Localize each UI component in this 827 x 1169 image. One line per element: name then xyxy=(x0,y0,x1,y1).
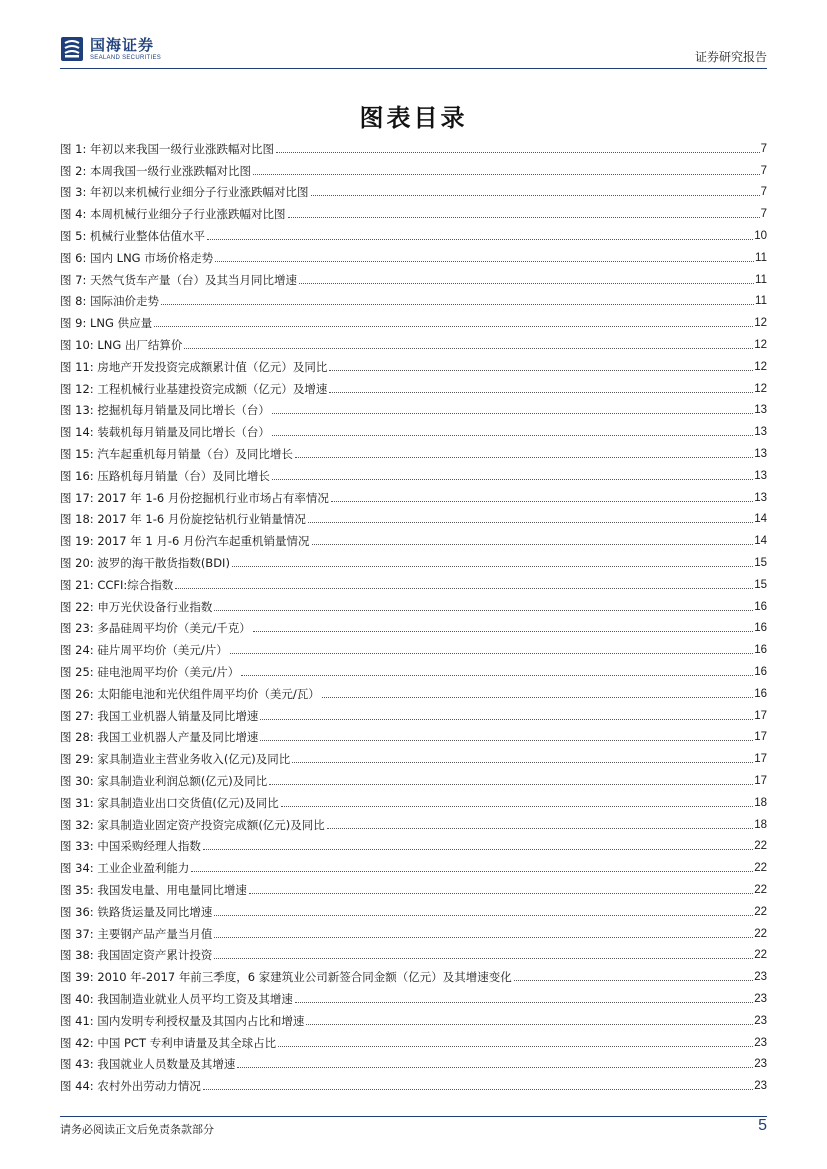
toc-entry-page: 14 xyxy=(754,513,767,526)
toc-entry-label: 图 16: 压路机每月销量（台）及同比增长 xyxy=(60,468,270,483)
toc-entry-page: 23 xyxy=(754,992,767,1005)
toc-entry-label: 图 25: 硅电池周平均价（美元/片） xyxy=(60,665,240,680)
toc-entry[interactable] xyxy=(60,182,767,204)
toc-entry-label: 图 40: 我国制造业就业人员平均工资及其增速 xyxy=(60,991,293,1006)
toc-entry-label: 图 26: 太阳能电池和光伏组件周平均价（美元/瓦） xyxy=(60,686,320,701)
toc-entry[interactable] xyxy=(60,727,767,749)
toc-entry-page: 15 xyxy=(754,578,767,591)
toc-leader-dots xyxy=(327,827,753,829)
toc-entry-page: 23 xyxy=(754,1014,767,1027)
toc-leader-dots xyxy=(215,260,754,262)
toc-leader-dots xyxy=(299,282,754,284)
toc-entry[interactable] xyxy=(60,269,767,291)
document-type: 证券研究报告 xyxy=(694,50,767,64)
toc-leader-dots xyxy=(272,412,753,414)
toc-entry[interactable] xyxy=(60,421,767,443)
toc-entry[interactable] xyxy=(60,683,767,705)
toc-entry[interactable] xyxy=(60,901,767,923)
toc-entry-page: 16 xyxy=(754,622,767,635)
toc-entry-label: 图 1: 年初以来我国一级行业涨跌幅对比图 xyxy=(60,141,275,156)
toc-entry-label: 图 29: 家具制造业主营业务收入(亿元)及同比 xyxy=(60,752,291,767)
toc-entry-page: 7 xyxy=(760,164,767,177)
logo-name-en: SEALAND SECURITIES xyxy=(90,54,162,61)
toc-entry-page: 18 xyxy=(754,796,767,809)
toc-leader-dots xyxy=(272,434,753,436)
toc-entry[interactable] xyxy=(60,770,767,792)
toc-entry-label: 图 19: 2017 年 1 月-6 月份汽车起重机销量情况 xyxy=(60,534,310,549)
toc-leader-dots xyxy=(329,391,753,393)
toc-entry[interactable] xyxy=(60,291,767,313)
toc-entry-page: 22 xyxy=(754,883,767,896)
toc-entry[interactable] xyxy=(60,661,767,683)
toc-entry[interactable] xyxy=(60,203,767,225)
toc-entry-label: 图 8: 国际油价走势 xyxy=(60,294,160,309)
toc-entry-label: 图 22: 申万光伏设备行业指数 xyxy=(60,599,213,614)
toc-entry-page: 23 xyxy=(754,1080,767,1093)
toc-entry-page: 11 xyxy=(755,295,767,308)
toc-entry-page: 17 xyxy=(754,753,767,766)
toc-entry-page: 12 xyxy=(754,339,767,352)
page-title: 图表目录 xyxy=(359,103,468,132)
toc-entry[interactable] xyxy=(60,792,767,814)
toc-entry-page: 7 xyxy=(760,186,767,199)
company-logo xyxy=(60,36,161,62)
toc-entry[interactable] xyxy=(60,1032,767,1054)
toc-leader-dots xyxy=(203,848,753,850)
toc-entry-page: 14 xyxy=(754,535,767,548)
sealand-logo-icon xyxy=(60,36,84,62)
toc-leader-dots xyxy=(214,914,753,916)
toc-entry[interactable] xyxy=(60,639,767,661)
toc-leader-dots xyxy=(237,1066,753,1068)
toc-entry-page: 11 xyxy=(755,251,767,264)
toc-leader-dots xyxy=(295,456,753,458)
toc-entry[interactable] xyxy=(60,1053,767,1075)
toc-leader-dots xyxy=(253,630,754,632)
toc-entry-label: 图 38: 我国固定资产累计投资 xyxy=(60,948,213,963)
toc-leader-dots xyxy=(281,805,753,807)
toc-entry-label: 图 15: 汽车起重机每月销量（台）及同比增长 xyxy=(60,447,293,462)
toc-entry[interactable] xyxy=(60,334,767,356)
toc-entry[interactable] xyxy=(60,1010,767,1032)
toc-leader-dots xyxy=(306,1023,753,1025)
toc-entry-page: 12 xyxy=(754,317,767,330)
toc-entry-label: 图 39: 2010 年-2017 年前三季度，6 家建筑业公司新签合同金额（亿元）及其增速变化 xyxy=(60,970,512,985)
toc-entry[interactable] xyxy=(60,509,767,531)
toc-entry-page: 13 xyxy=(754,448,767,461)
toc-entry[interactable] xyxy=(60,312,767,334)
toc-entry-label: 图 27: 我国工业机器人销量及同比增速 xyxy=(60,708,259,723)
toc-entry-label: 图 36: 铁路货运量及同比增速 xyxy=(60,904,213,919)
toc-leader-dots xyxy=(214,957,753,959)
toc-entry[interactable] xyxy=(60,923,767,945)
toc-entry[interactable] xyxy=(60,618,767,640)
toc-entry-label: 图 34: 工业企业盈利能力 xyxy=(60,861,190,876)
toc-leader-dots xyxy=(203,1088,753,1090)
toc-entry-label: 图 20: 波罗的海干散货指数(BDI) xyxy=(60,556,230,571)
toc-entry[interactable] xyxy=(60,530,767,552)
toc-leader-dots xyxy=(312,543,754,545)
toc-entry[interactable] xyxy=(60,879,767,901)
toc-entry-label: 图 9: LNG 供应量 xyxy=(60,316,153,331)
toc-leader-dots xyxy=(329,369,753,371)
toc-entry-label: 图 7: 天然气货车产量（台）及其当月同比增速 xyxy=(60,272,297,287)
toc-leader-dots xyxy=(278,1045,753,1047)
toc-entry-page: 17 xyxy=(754,709,767,722)
toc-leader-dots xyxy=(230,652,754,654)
toc-entry-label: 图 44: 农村外出劳动力情况 xyxy=(60,1079,201,1094)
toc-entry[interactable] xyxy=(60,1075,767,1097)
toc-entry-label: 图 11: 房地产开发投资完成额累计值（亿元）及同比 xyxy=(60,359,328,374)
toc-entry-label: 图 12: 工程机械行业基建投资完成额（亿元）及增速 xyxy=(60,381,328,396)
toc-entry-page: 13 xyxy=(754,491,767,504)
toc-entry[interactable] xyxy=(60,160,767,182)
logo-name-cn: 国海证券 xyxy=(90,35,155,54)
toc-entry[interactable] xyxy=(60,138,767,160)
toc-leader-dots xyxy=(260,739,753,741)
toc-entry-label: 图 41: 国内发明专利授权量及其国内占比和增速 xyxy=(60,1013,305,1028)
toc-entry-page: 13 xyxy=(754,426,767,439)
toc-entry[interactable] xyxy=(60,596,767,618)
toc-entry[interactable] xyxy=(60,857,767,879)
table-of-figures xyxy=(60,138,767,1097)
toc-leader-dots xyxy=(191,870,753,872)
toc-entry[interactable] xyxy=(60,552,767,574)
toc-entry-page: 23 xyxy=(754,1058,767,1071)
toc-entry-page: 15 xyxy=(754,557,767,570)
toc-entry-page: 7 xyxy=(760,142,767,155)
toc-entry[interactable] xyxy=(60,748,767,770)
toc-entry-label: 图 24: 硅片周平均价（美元/片） xyxy=(60,643,228,658)
footer-divider xyxy=(60,1116,767,1117)
toc-entry-page: 22 xyxy=(754,949,767,962)
toc-leader-dots xyxy=(232,565,753,567)
toc-leader-dots xyxy=(214,609,753,611)
toc-leader-dots xyxy=(249,892,753,894)
toc-entry-label: 图 13: 挖掘机每月销量及同比增长（台） xyxy=(60,403,270,418)
toc-entry-label: 图 23: 多晶硅周平均价（美元/千克） xyxy=(60,621,251,636)
toc-entry-label: 图 43: 我国就业人员数量及其增速 xyxy=(60,1057,236,1072)
toc-entry-page: 18 xyxy=(754,818,767,831)
toc-entry-label: 图 2: 本周我国一级行业涨跌幅对比图 xyxy=(60,163,252,178)
toc-entry[interactable] xyxy=(60,988,767,1010)
toc-entry-page: 22 xyxy=(754,905,767,918)
toc-entry-page: 16 xyxy=(754,687,767,700)
toc-entry[interactable] xyxy=(60,378,767,400)
toc-leader-dots xyxy=(311,194,760,196)
toc-leader-dots xyxy=(214,936,753,938)
toc-leader-dots xyxy=(184,347,753,349)
toc-entry-label: 图 31: 家具制造业出口交货值(亿元)及同比 xyxy=(60,795,279,810)
toc-entry-label: 图 21: CCFI:综合指数 xyxy=(60,577,174,592)
toc-entry-label: 图 33: 中国采购经理人指数 xyxy=(60,839,201,854)
toc-entry[interactable] xyxy=(60,944,767,966)
toc-leader-dots xyxy=(288,216,760,218)
toc-leader-dots xyxy=(241,674,753,676)
toc-entry-label: 图 18: 2017 年 1-6 月份旋挖钻机行业销量情况 xyxy=(60,512,306,527)
toc-entry-page: 17 xyxy=(754,731,767,744)
toc-entry[interactable] xyxy=(60,574,767,596)
toc-entry[interactable] xyxy=(60,247,767,269)
page-header xyxy=(60,36,767,69)
toc-entry-page: 11 xyxy=(755,273,767,286)
toc-entry-label: 图 3: 年初以来机械行业细分子行业涨跌幅对比图 xyxy=(60,185,309,200)
toc-leader-dots xyxy=(514,979,753,981)
toc-entry[interactable] xyxy=(60,400,767,422)
toc-entry[interactable] xyxy=(60,225,767,247)
toc-leader-dots xyxy=(331,500,753,502)
toc-entry-label: 图 5: 机械行业整体估值水平 xyxy=(60,229,206,244)
toc-entry-page: 16 xyxy=(754,644,767,657)
toc-leader-dots xyxy=(276,151,760,153)
toc-entry[interactable] xyxy=(60,465,767,487)
toc-entry-page: 23 xyxy=(754,1036,767,1049)
toc-leader-dots xyxy=(260,718,753,720)
toc-entry-page: 22 xyxy=(754,862,767,875)
toc-entry-label: 图 10: LNG 出厂结算价 xyxy=(60,338,183,353)
toc-leader-dots xyxy=(269,783,753,785)
toc-leader-dots xyxy=(175,587,753,589)
toc-leader-dots xyxy=(161,303,754,305)
toc-entry-page: 22 xyxy=(754,927,767,940)
toc-leader-dots xyxy=(253,173,760,175)
toc-leader-dots xyxy=(308,521,753,523)
toc-entry-page: 23 xyxy=(754,971,767,984)
toc-entry-label: 图 28: 我国工业机器人产量及同比增速 xyxy=(60,730,259,745)
toc-leader-dots xyxy=(295,1001,753,1003)
toc-entry-label: 图 30: 家具制造业利润总额(亿元)及同比 xyxy=(60,774,268,788)
toc-entry-page: 16 xyxy=(754,666,767,679)
toc-entry-page: 22 xyxy=(754,840,767,853)
toc-entry[interactable] xyxy=(60,443,767,465)
toc-entry-label: 图 32: 家具制造业固定资产投资完成额(亿元)及同比 xyxy=(60,817,325,832)
toc-entry-page: 7 xyxy=(760,208,767,221)
toc-entry[interactable] xyxy=(60,487,767,509)
toc-entry-label: 图 35: 我国发电量、用电量同比增速 xyxy=(60,882,247,897)
toc-entry-page: 16 xyxy=(754,600,767,613)
footer-disclaimer: 请务必阅读正文后免责条款部分 xyxy=(60,1123,214,1136)
toc-entry-page: 13 xyxy=(754,404,767,417)
toc-leader-dots xyxy=(292,761,753,763)
toc-entry-page: 17 xyxy=(754,775,767,787)
toc-leader-dots xyxy=(322,696,754,698)
toc-leader-dots xyxy=(154,325,753,327)
toc-entry-label: 图 14: 装载机每月销量及同比增长（台） xyxy=(60,425,270,440)
toc-entry[interactable] xyxy=(60,356,767,378)
toc-entry[interactable] xyxy=(60,814,767,836)
toc-leader-dots xyxy=(207,238,753,240)
toc-entry[interactable] xyxy=(60,966,767,988)
toc-entry-label: 图 42: 中国 PCT 专利申请量及其全球占比 xyxy=(60,1035,277,1050)
toc-leader-dots xyxy=(272,478,753,480)
page-number: 5 xyxy=(758,1117,767,1134)
toc-entry-page: 12 xyxy=(754,382,767,395)
toc-entry-page: 10 xyxy=(754,230,767,243)
toc-entry[interactable] xyxy=(60,705,767,727)
toc-entry[interactable] xyxy=(60,836,767,858)
toc-entry-page: 13 xyxy=(754,469,767,482)
toc-entry-label: 图 6: 国内 LNG 市场价格走势 xyxy=(60,250,214,265)
toc-entry-label: 图 4: 本周机械行业细分子行业涨跌幅对比图 xyxy=(60,207,286,222)
toc-entry-label: 图 37: 主要钢产品产量当月值 xyxy=(60,926,213,941)
toc-entry-label: 图 17: 2017 年 1-6 月份挖掘机行业市场占有率情况 xyxy=(60,490,329,505)
toc-entry-page: 12 xyxy=(754,360,767,373)
